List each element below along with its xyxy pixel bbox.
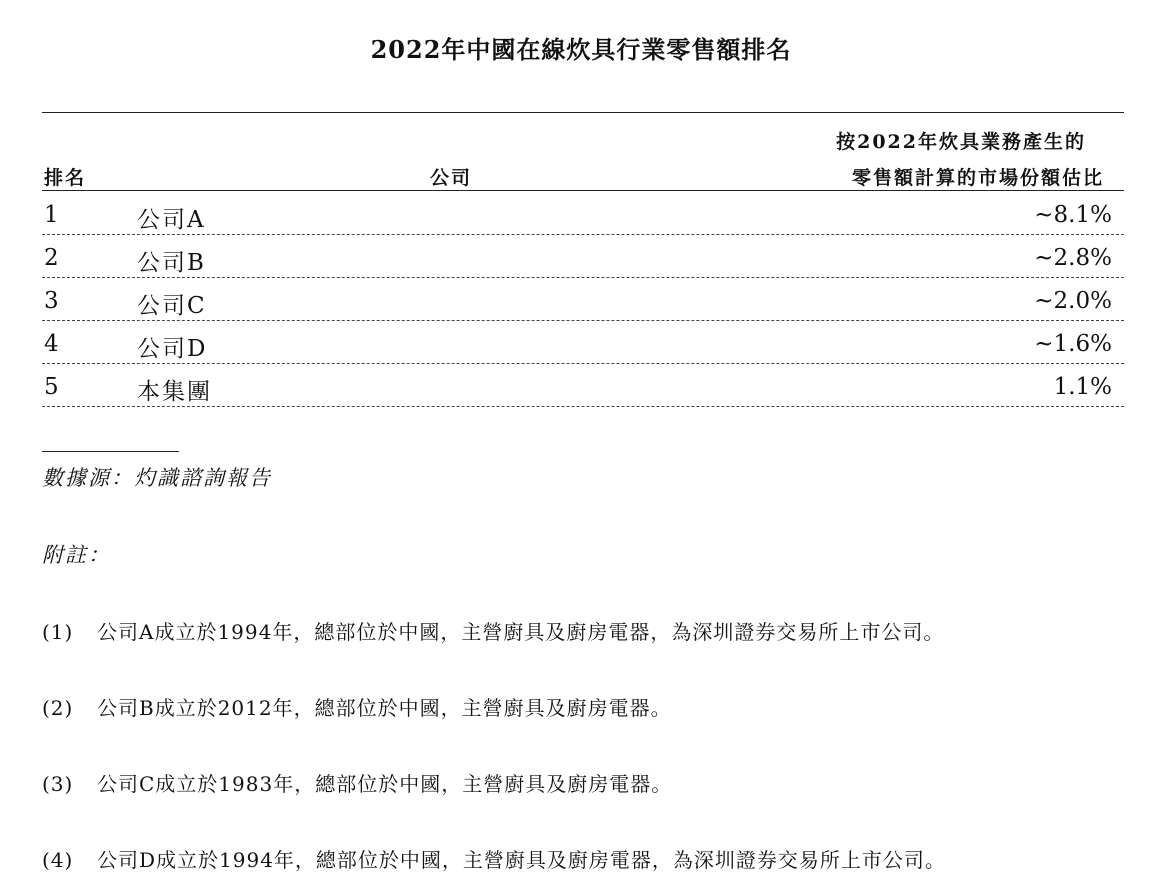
cell-rank: 5 bbox=[44, 374, 59, 400]
table-row bbox=[42, 235, 1124, 278]
table-row bbox=[42, 364, 1124, 407]
note-item bbox=[42, 844, 946, 873]
cell-company: 公司B bbox=[137, 250, 206, 276]
page-title: 2022年中國在線炊具行業零售額排名 bbox=[370, 35, 792, 64]
table-row bbox=[42, 321, 1124, 364]
source-note: 數據源：灼識諮詢報告 bbox=[42, 466, 272, 490]
source-rule bbox=[42, 451, 179, 452]
note-text: 公司C成立於1983年，總部位於中國，主營廚具及廚房電器。 bbox=[97, 772, 673, 796]
table-row bbox=[42, 278, 1124, 321]
cell-share: ~2.8% bbox=[1034, 245, 1112, 271]
cell-company: 公司A bbox=[137, 207, 206, 233]
note-item bbox=[42, 692, 672, 721]
cell-rank: 4 bbox=[44, 331, 59, 357]
cell-company: 公司D bbox=[137, 336, 208, 362]
cell-share: ~1.6% bbox=[1034, 331, 1112, 357]
note-item bbox=[42, 616, 944, 645]
header-share-line1: 按2022年炊具業務產生的 bbox=[836, 131, 1086, 153]
note-item bbox=[42, 768, 672, 797]
cell-company: 公司C bbox=[137, 293, 207, 319]
note-number: (1) bbox=[42, 620, 74, 644]
cell-share: 1.1% bbox=[1053, 374, 1112, 400]
note-number: (4) bbox=[42, 848, 74, 872]
note-text: 公司D成立於1994年，總部位於中國，主營廚具及廚房電器，為深圳證券交易所上市公司。 bbox=[97, 848, 946, 872]
cell-share: ~8.1% bbox=[1034, 202, 1112, 228]
cell-share: ~2.0% bbox=[1034, 288, 1112, 314]
header-rule bbox=[42, 190, 1124, 191]
note-text: 公司B成立於2012年，總部位於中國，主營廚具及廚房電器。 bbox=[97, 696, 672, 720]
cell-rank: 2 bbox=[44, 245, 59, 271]
note-number: (2) bbox=[42, 696, 74, 720]
header-rank: 排名 bbox=[44, 167, 87, 189]
row-divider bbox=[42, 406, 1124, 407]
cell-rank: 1 bbox=[44, 202, 59, 228]
header-share-line2: 零售額計算的市場份額估比 bbox=[851, 167, 1104, 189]
table-top-rule bbox=[42, 112, 1124, 113]
note-text: 公司A成立於1994年，總部位於中國，主營廚具及廚房電器，為深圳證券交易所上市公司。 bbox=[97, 620, 945, 644]
header-company: 公司 bbox=[430, 167, 473, 189]
note-number: (3) bbox=[42, 772, 74, 796]
cell-rank: 3 bbox=[44, 288, 59, 314]
notes-heading: 附註： bbox=[42, 543, 111, 567]
cell-company: 本集團 bbox=[137, 379, 212, 405]
table-row bbox=[42, 192, 1124, 235]
